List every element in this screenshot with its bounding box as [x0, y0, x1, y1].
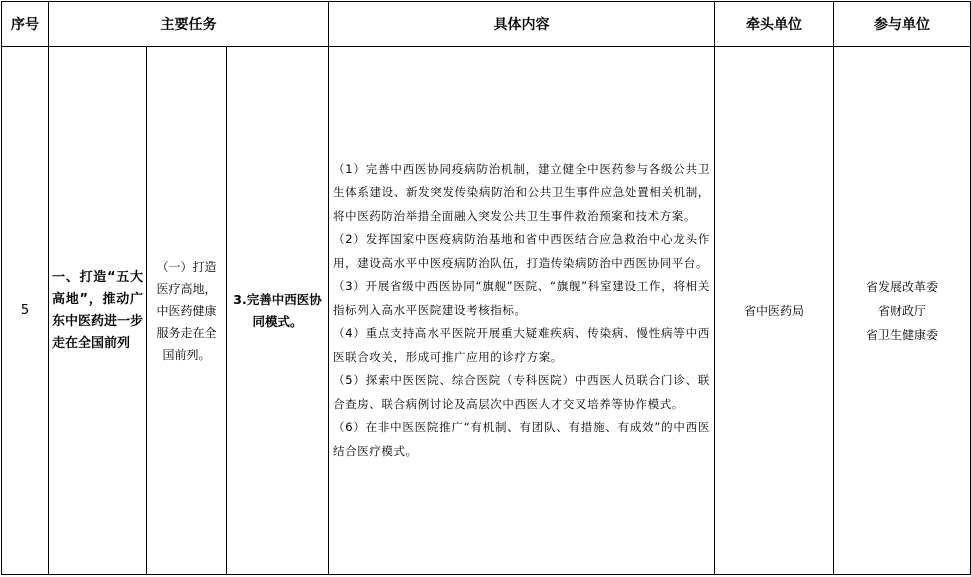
participant-2: 省财政厅 — [877, 303, 926, 318]
header-participants: 参与单位 — [834, 2, 971, 47]
content-item-5: （5）探索中医医院、综合医院（专科医院）中西医人员联合门诊、联合查房、联合病例讨论及高层次中西医人才交叉培养等协作模式。 — [333, 373, 710, 411]
content-item-3: （3）开展省级中西医协同“旗舰”医院、“旗舰”科室建设工作，将相关指标列入高水平医院建设考核指标。 — [333, 279, 710, 317]
header-task: 主要任务 — [49, 2, 329, 47]
task-level3: 3.完善中西医协同模式。 — [227, 47, 329, 575]
participant-units — [834, 47, 971, 575]
header-row — [2, 2, 971, 47]
header-content: 具体内容 — [329, 2, 715, 47]
row-seq: 5 — [2, 47, 49, 575]
header-lead: 牵头单位 — [715, 2, 834, 47]
content-item-2: （2）发挥国家中医疫病防治基地和省中西医结合应急救治中心龙头作用，建设高水平中医疫病防治队伍，打造传染病防治中西医协同平台。 — [333, 232, 710, 270]
participant-3: 省卫生健康委 — [865, 327, 938, 342]
header-seq: 序号 — [2, 2, 49, 47]
task-level1: 一、打造“五大高地”，推动广东中医药进一步走在全国前列 — [49, 47, 147, 575]
table-row — [2, 47, 971, 575]
participant-1: 省发展改革委 — [865, 279, 938, 294]
task-table — [1, 1, 971, 575]
content-item-1: （1）完善中西医协同疫病防治机制，建立健全中医药参与各级公共卫生体系建设、新发突发传染病防治和公共卫生事件应急处置相关机制，将中医药防治举措全面融入突发公共卫生事件救治预案和技术方案。 — [333, 161, 710, 223]
task-level2: （一）打造医疗高地，中医药健康服务走在全国前列。 — [147, 47, 227, 575]
content-item-6: （6）在非中医医院推广“有机制、有团队、有措施、有成效”的中西医结合医疗模式。 — [333, 420, 710, 458]
lead-unit: 省中医药局 — [715, 47, 834, 575]
content-cell — [329, 47, 715, 575]
content-item-4: （4）重点支持高水平医院开展重大疑难疾病、传染病、慢性病等中西医联合攻关，形成可推广应用的诊疗方案。 — [333, 326, 710, 364]
